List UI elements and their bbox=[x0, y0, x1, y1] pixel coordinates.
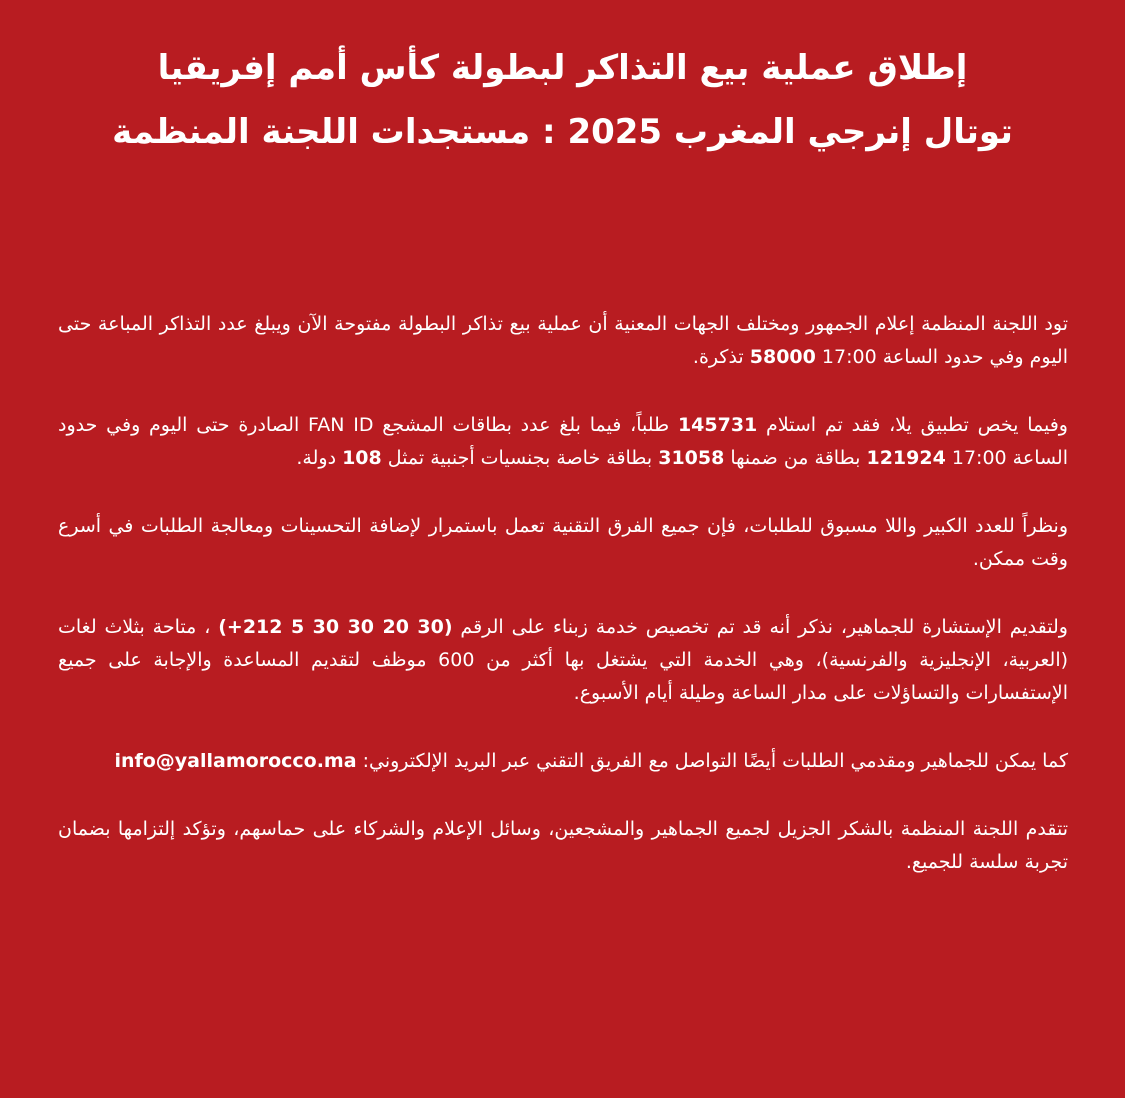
requests-received-count: 145731 bbox=[677, 414, 758, 436]
title-block bbox=[60, 36, 1065, 164]
yalla-app-text-c: بطاقة من ضمنها bbox=[724, 447, 867, 469]
email-contact-text: كما يمكن للجماهير ومقدمي الطلبات أيضًا التواصل مع الفريق التقني عبر البريد الإلكتروني: bbox=[356, 750, 1068, 772]
paragraph-ticket-sales bbox=[58, 308, 1068, 374]
paragraph-customer-service bbox=[58, 611, 1068, 710]
paragraph-email-contact bbox=[58, 745, 1068, 778]
fan-ids-issued-count: 121924 bbox=[866, 447, 946, 469]
tickets-sold-count: 58000 bbox=[749, 346, 816, 368]
contact-email-link[interactable]: info@yallamorocco.ma bbox=[114, 750, 357, 772]
countries-count: 108 bbox=[342, 447, 382, 469]
yalla-app-text-a: وفيما يخص تطبيق يلا، فقد تم استلام bbox=[757, 414, 1068, 436]
yalla-app-text-d: بطاقة خاصة بجنسيات أجنبية تمثل bbox=[381, 447, 659, 469]
customer-service-text-b: ، متاحة بثلاث لغات (العربية، الإنجليزية والفرنسية)، وهي الخدمة التي يشتغل بها أكثر من 600 موظف لتقديم المساعدة والإجابة على جميع الإستفسارات والتساؤلات على مدار الساعة وطيلة أيام الأسبوع. bbox=[58, 616, 1069, 704]
customer-service-text-a: ولتقديم الإستشارة للجماهير، نذكر أنه قد تم تخصيص خدمة زبناء على الرقم bbox=[452, 616, 1068, 638]
thanks-text: تتقدم اللجنة المنظمة بالشكر الجزيل لجميع الجماهير والمشجعين، وسائل الإعلام والشركاء على حماسهم، وتؤكد إلتزامها بضمان تجربة سلسة للجميع. bbox=[58, 818, 1068, 873]
yalla-app-text-b: طلباً، فيما بلغ عدد بطاقات المشجع FAN ID الصادرة حتى اليوم وفي حدود الساعة 17:00 bbox=[58, 414, 1068, 469]
ticket-sales-suffix: تذكرة. bbox=[692, 346, 750, 368]
paragraph-thanks bbox=[58, 813, 1068, 879]
technical-teams-text: ونظراً للعدد الكبير واللا مسبوق للطلبات، فإن جميع الفرق التقنية تعمل باستمرار لإضافة التحسينات ومعالجة الطلبات في أسرع وقت ممكن. bbox=[58, 515, 1068, 570]
phone-number[interactable]: (+212 5 30 30 20 30) bbox=[218, 616, 453, 638]
announcement-body bbox=[58, 308, 1068, 879]
foreign-cards-count: 31058 bbox=[658, 447, 725, 469]
paragraph-technical-teams bbox=[58, 510, 1068, 576]
yalla-app-text-e: دولة. bbox=[296, 447, 343, 469]
title-line-1: إطلاق عملية بيع التذاكر لبطولة كأس أمم إفريقيا bbox=[157, 48, 968, 88]
title-line-2: توتال إنرجي المغرب 2025 : مستجدات اللجنة المنظمة bbox=[112, 112, 1013, 152]
paragraph-yalla-app bbox=[58, 409, 1068, 475]
ticket-sales-text: تود اللجنة المنظمة إعلام الجمهور ومختلف الجهات المعنية أن عملية بيع تذاكر البطولة مفتوحة الآن ويبلغ عدد التذاكر المباعة حتى اليوم وفي حدود الساعة 17:00 bbox=[58, 313, 1068, 368]
